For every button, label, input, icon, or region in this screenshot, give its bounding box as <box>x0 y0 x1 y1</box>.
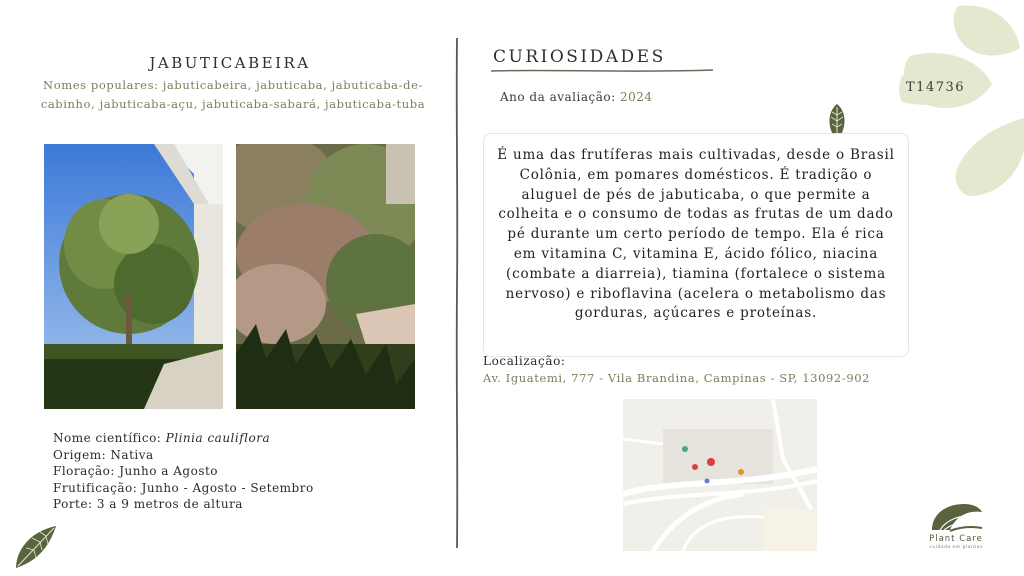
origin: Origem: Nativa <box>53 447 154 462</box>
location-address: Av. Iguatemi, 777 - Vila Brandina, Campinas - SP, 13092-902 <box>483 371 871 385</box>
leaf-icon <box>10 522 60 572</box>
location-map <box>623 399 817 551</box>
brand-tagline: cuidado em plantas <box>929 545 983 550</box>
fruiting: Frutificação: Junho - Agosto - Setembro <box>53 480 314 495</box>
tree-photo <box>44 144 223 409</box>
leaves-photo <box>236 144 415 409</box>
scientific-name: Nome científico: Plinia cauliflora <box>53 431 271 445</box>
column-divider <box>452 38 462 548</box>
popular-names: Nomes populares: jabuticabeira, jabuticaba, jabuticaba-de-cabinho, jabuticaba-açu, jabuticaba-sabará, jabuticaba-tuba <box>40 78 426 111</box>
title-underline <box>491 68 713 74</box>
plant-code: T14736 <box>906 80 966 95</box>
plant-facts <box>53 430 423 513</box>
plant-care-logo-icon <box>920 500 990 534</box>
flowering: Floração: Junho a Agosto <box>53 464 219 478</box>
curiosities-text: É uma das frutíferas mais cultivadas, desde o Brasil Colônia, em pomares domésticos. É tradição o aluguel de pés de jabuticaba, o que permite a colheita e o consumo de todas as frutas de um dado pé durante um certo período de tempo. Ela é rica em vitamina C, vitamina E, ácido fólico, niacina (combate a diarreia), tiamina (fortalece o sistema nervoso) e riboflavina (acelera o metabolismo das gorduras, açúcares e proteínas. <box>497 147 895 322</box>
plant-title: JABUTICABEIRA <box>149 54 311 72</box>
brand-name: Plant Care <box>929 534 983 544</box>
size: Porte: 3 a 9 metros de altura <box>53 497 243 511</box>
evaluation-year: Ano da avaliação: 2024 <box>500 90 653 104</box>
curiosities-title: CURIOSIDADES <box>493 47 666 67</box>
location-label: Localização: <box>483 354 566 368</box>
